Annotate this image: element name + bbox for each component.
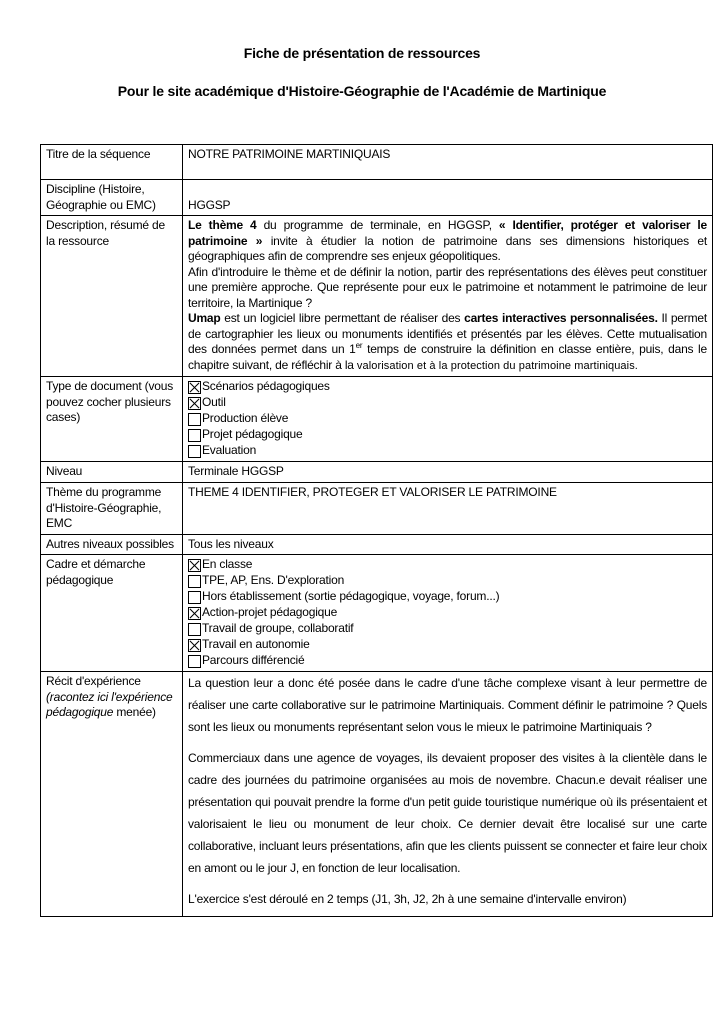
unchecked-box-icon[interactable]	[188, 413, 201, 426]
row-autres	[41, 534, 713, 555]
checkbox-option[interactable]	[188, 379, 707, 395]
value-theme: THEME 4 IDENTIFIER, PROTEGER ET VALORISER LE PATRIMOINE	[183, 483, 713, 535]
checked-box-icon[interactable]	[188, 559, 201, 572]
checkbox-label: Travail de groupe, collaboratif	[202, 621, 354, 636]
recit-paragraph-2: Commerciaux dans une agence de voyages, ils devaient proposer des visites à la clientèle dans le cadre des journées du patrimoine organisées au mois de novembre. Chacun.e devait réaliser une présentation qui pouvait prendre la forme d'un petit guide touristique numérique où ils présentaient et valorisaient le lieu ou monument de leur choix. Ce dernier devait être localisé sur une carte collaborative, incluant leurs présentations, afin que les clients puissent se connecter et faire leur choix en amont ou le jour J, en fonction de leur localisation.	[188, 751, 707, 875]
checkbox-option[interactable]	[188, 637, 707, 653]
row-type	[41, 377, 713, 462]
checkbox-option[interactable]	[188, 427, 707, 443]
unchecked-box-icon[interactable]	[188, 591, 201, 604]
label-recit: Récit d'expérience (racontez ici l'expérience pédagogique menée)	[41, 672, 183, 917]
label-theme: Thème du programme d'Histoire-Géographie, EMC	[41, 483, 183, 535]
checkbox-option[interactable]	[188, 573, 707, 589]
resource-form-table	[40, 144, 713, 917]
document-title: Fiche de présentation de ressources	[243, 45, 481, 61]
unchecked-box-icon[interactable]	[188, 655, 201, 668]
checkbox-label: TPE, AP, Ens. D'exploration	[202, 573, 345, 588]
row-cadre	[41, 555, 713, 672]
document-subtitle: Pour le site académique d'Histoire-Géographie de l'Académie de Martinique	[117, 83, 607, 99]
checked-box-icon[interactable]	[188, 381, 201, 394]
row-recit	[41, 672, 713, 917]
checkbox-option[interactable]	[188, 653, 707, 669]
value-autres: Tous les niveaux	[183, 534, 713, 555]
checkbox-option[interactable]	[188, 589, 707, 605]
row-theme	[41, 483, 713, 535]
label-autres: Autres niveaux possibles	[41, 534, 183, 555]
label-niveau: Niveau	[41, 462, 183, 483]
checkbox-label: Scénarios pédagogiques	[202, 379, 330, 394]
recit-paragraph-3: L'exercice s'est déroulé en 2 temps (J1, 3h, J2, 2h à une semaine d'intervalle environ)	[188, 892, 627, 906]
unchecked-box-icon[interactable]	[188, 623, 201, 636]
checkbox-label: En classe	[202, 557, 253, 572]
checkbox-label: Outil	[202, 395, 226, 410]
checkbox-option[interactable]	[188, 557, 707, 573]
description-paragraph-2: Afin d'introduire le thème et de définir la notion, partir des représentations des élèves peut constituer une première approche. Que représente pour eux le patrimoine et notamment le patrimoine de leur territoire, la Martinique ?	[188, 264, 707, 310]
value-description	[183, 216, 713, 377]
value-recit	[183, 672, 713, 917]
row-titre	[41, 145, 713, 180]
checked-box-icon[interactable]	[188, 607, 201, 620]
checkbox-label: Evaluation	[202, 443, 257, 458]
row-discipline	[41, 180, 713, 216]
label-discipline: Discipline (Histoire, Géographie ou EMC)	[41, 180, 183, 216]
cadre-options	[183, 555, 713, 672]
checkbox-label: Hors établissement (sortie pédagogique, voyage, forum...)	[202, 589, 500, 604]
unchecked-box-icon[interactable]	[188, 575, 201, 588]
checkbox-label: Production élève	[202, 411, 289, 426]
value-niveau: Terminale HGGSP	[183, 462, 713, 483]
checkbox-option[interactable]	[188, 605, 707, 621]
checkbox-option[interactable]	[188, 621, 707, 637]
type-options	[183, 377, 713, 462]
label-description: Description, résumé de la ressource	[41, 216, 183, 377]
label-titre: Titre de la séquence	[41, 145, 183, 180]
label-type: Type de document (vous pouvez cocher plusieurs cases)	[41, 377, 183, 462]
label-cadre: Cadre et démarche pédagogique	[41, 555, 183, 672]
checked-box-icon[interactable]	[188, 639, 201, 652]
checkbox-label: Projet pédagogique	[202, 427, 303, 442]
value-discipline: HGGSP	[183, 180, 713, 216]
checkbox-label: Parcours différencié	[202, 653, 305, 668]
description-paragraph-3: Umap est un logiciel libre permettant de réaliser des cartes interactives personnalisées. Il permet de cartographier les lieux ou monuments identifiés et présentés par les élèves. Cette mutualisation des données permet dans un 1er temps de construire la définition en classe entière, puis, dans le chapitre suivant, de réfléchir à la valorisation et à la protection du patrimoine martiniquais.	[188, 311, 707, 372]
row-niveau	[41, 462, 713, 483]
value-titre: NOTRE PATRIMOINE MARTINIQUAIS	[183, 145, 713, 180]
checked-box-icon[interactable]	[188, 397, 201, 410]
checkbox-option[interactable]	[188, 411, 707, 427]
description-paragraph-1: Le thème 4 du programme de terminale, en HGGSP, « Identifier, protéger et valoriser le patrimoine » invite à étudier la notion de patrimoine dans ses dimensions historiques et géographiques afin de comprendre ses enjeux géopolitiques.	[188, 218, 708, 263]
row-description	[41, 216, 713, 377]
checkbox-label: Action-projet pédagogique	[202, 605, 338, 620]
recit-paragraph-1: La question leur a donc été posée dans le cadre d'une tâche complexe visant à leur permettre de réaliser une carte collaborative sur le patrimoine Martiniquais. Comment définir le patrimoine ? Quels sont les lieux ou monuments représentant selon vous le mieux le patrimoine Martiniquais ?	[188, 676, 707, 734]
checkbox-label: Travail en autonomie	[202, 637, 310, 652]
checkbox-option[interactable]	[188, 395, 707, 411]
unchecked-box-icon[interactable]	[188, 445, 201, 458]
checkbox-option[interactable]	[188, 443, 707, 459]
unchecked-box-icon[interactable]	[188, 429, 201, 442]
